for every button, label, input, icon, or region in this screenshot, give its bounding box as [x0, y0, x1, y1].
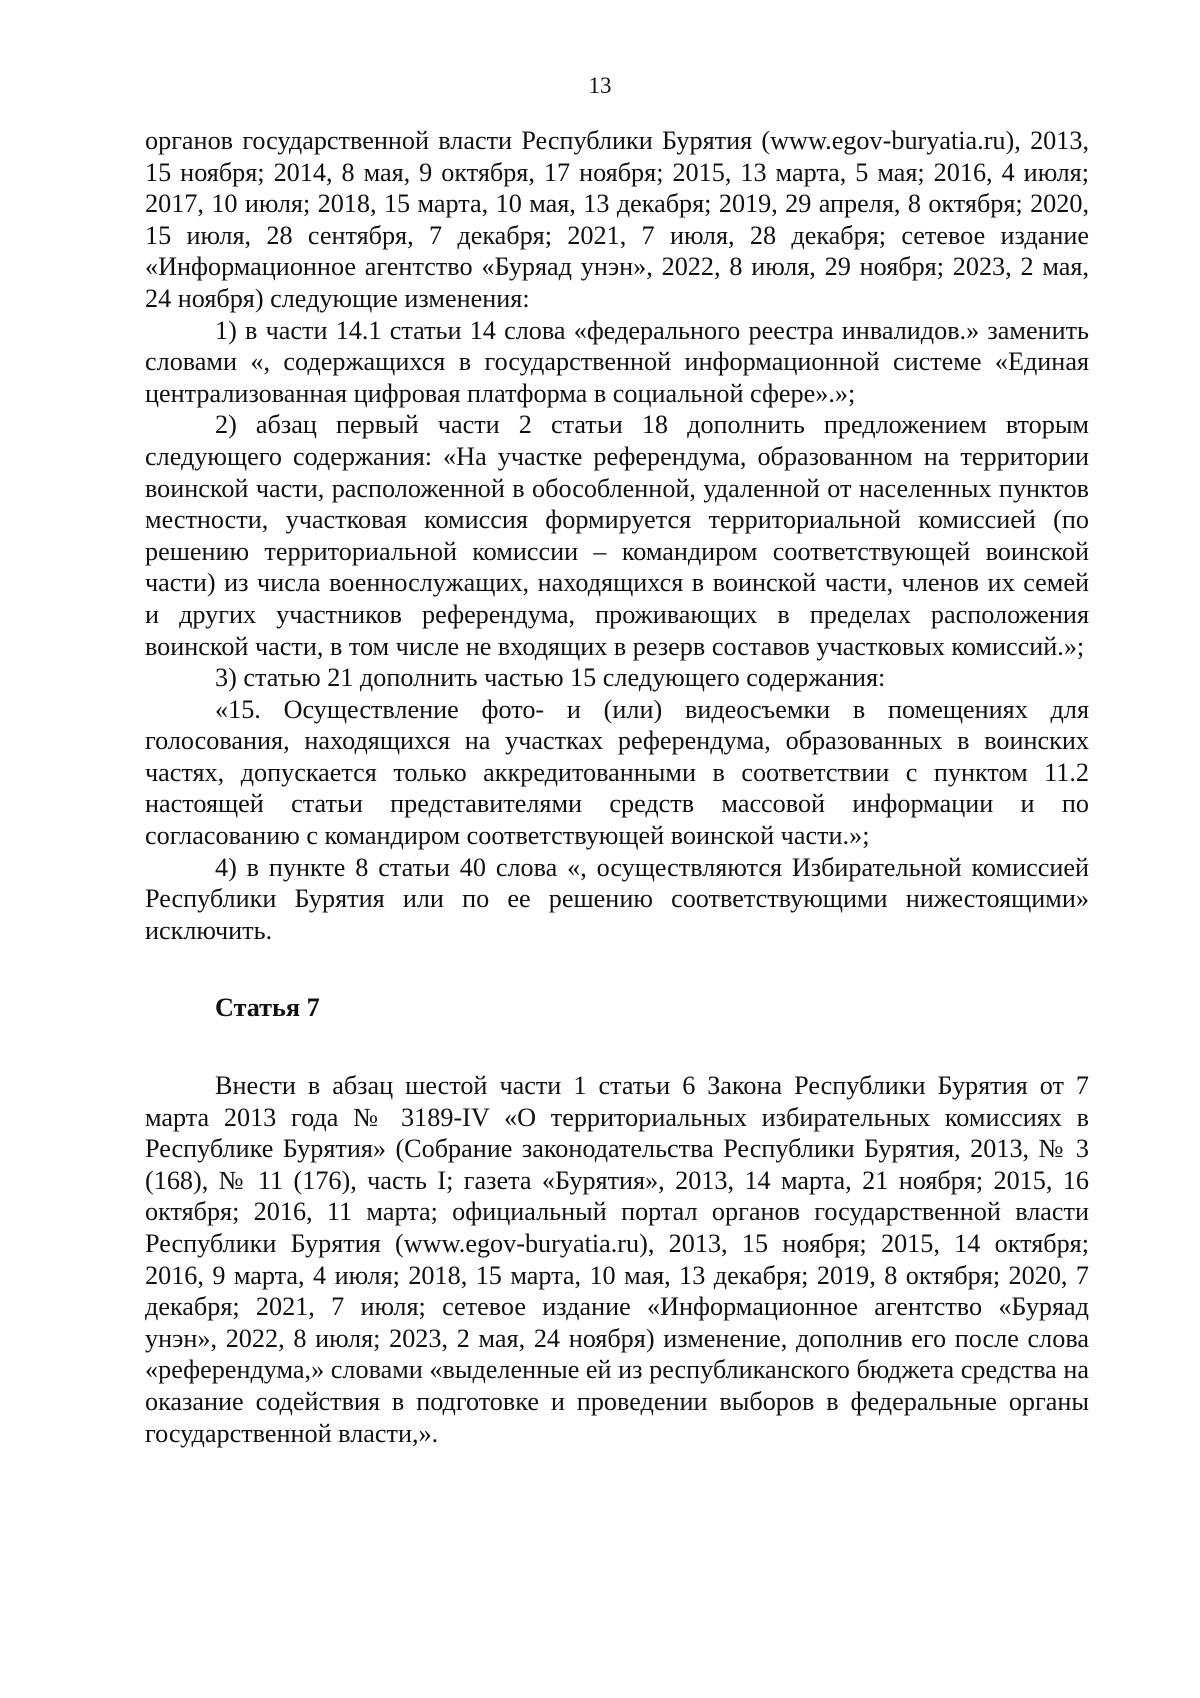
article7-heading: Статья 7	[215, 993, 320, 1023]
article6-item-2: 2) абзац первый части 2 статьи 18 дополнить предложением вторым следующего содержания: «На участке референдума, образованном на территории воинской части, расположенной в обособленной, удаленной от населенных пунктов местности, участковая комиссия формируется территориальной комиссией (по решению территориальной комиссии – командиром соответствующей воинской части) из числа военнослужащих, находящихся в воинской части, членов их семей и других участников референдума, проживающих в пределах расположения воинской части, в том числе не входящих в резерв составов участковых комиссий.»;	[145, 410, 1089, 661]
document-body	[145, 125, 1089, 1449]
article7-paragraph: Внести в абзац шестой части 1 статьи 6 Закона Республики Бурятия от 7 марта 2013 года № 3189-IV «О территориальных избирательных комиссиях в Республике Бурятия» (Собрание законодательства Республики Бурятия, 2013, № 3 (168), № 11 (176), часть I; газета «Бурятия», 2013, 14 марта, 21 ноября; 2015, 16 октября; 2016, 11 марта; официальный портал органов государственной власти Республики Бурятия (www.egov-buryatia.ru), 2013, 15 ноября; 2015, 14 октября; 2016, 9 марта, 4 июля; 2018, 15 марта, 10 мая, 13 декабря; 2019, 8 октября; 2020, 7 декабря; 2021, 7 июля; сетевое издание «Информационное агентство «Буряад унэн», 2022, 8 июля; 2023, 2 мая, 24 ноября) изменение, дополнив его после слова «референдума,» словами «выделенные ей из республиканского бюджета средства на оказание содействия в подготовке и проведении выборов в федеральные органы государственной власти,».	[145, 1071, 1089, 1448]
article6-item-3-quote: «15. Осуществление фото- и (или) видеосъемки в помещениях для голосования, находящихся на участках референдума, образованных в воинских частях, допускается только аккредитованными в соответствии с пунктом 11.2 настоящей статьи представителями средств массовой информации и по согласованию с командиром соответствующей воинской части.»;	[145, 694, 1089, 851]
article6-item-3: 3) статью 21 дополнить частью 15 следующего содержания:	[215, 663, 886, 693]
article6-intro-paragraph: органов государственной власти Республики Бурятия (www.egov-buryatia.ru), 2013, 15 ноября; 2014, 8 мая, 9 октября, 17 ноября; 2015, 13 марта, 5 мая; 2016, 4 июля; 2017, 10 июля; 2018, 15 марта, 10 мая, 13 декабря; 2019, 29 апреля, 8 октября; 2020, 15 июля, 28 сентября, 7 декабря; 2021, 7 июля, 28 декабря; сетевое издание «Информационное агентство «Буряад унэн», 2022, 8 июля, 29 ноября; 2023, 2 мая, 24 ноября) следующие изменения:	[145, 126, 1089, 313]
article6-item-1: 1) в части 14.1 статьи 14 слова «федерального реестра инвалидов.» заменить словами «, содержащихся в государственной информационной системе «Единая централизованная цифровая платформа в социальной сфере».»;	[145, 315, 1089, 408]
page-number: 13	[588, 73, 612, 98]
article6-item-4: 4) в пункте 8 статьи 40 слова «, осуществляются Избирательной комиссией Республики Бурятия или по ее решению соответствующими нижестоящими» исключить.	[145, 852, 1089, 945]
